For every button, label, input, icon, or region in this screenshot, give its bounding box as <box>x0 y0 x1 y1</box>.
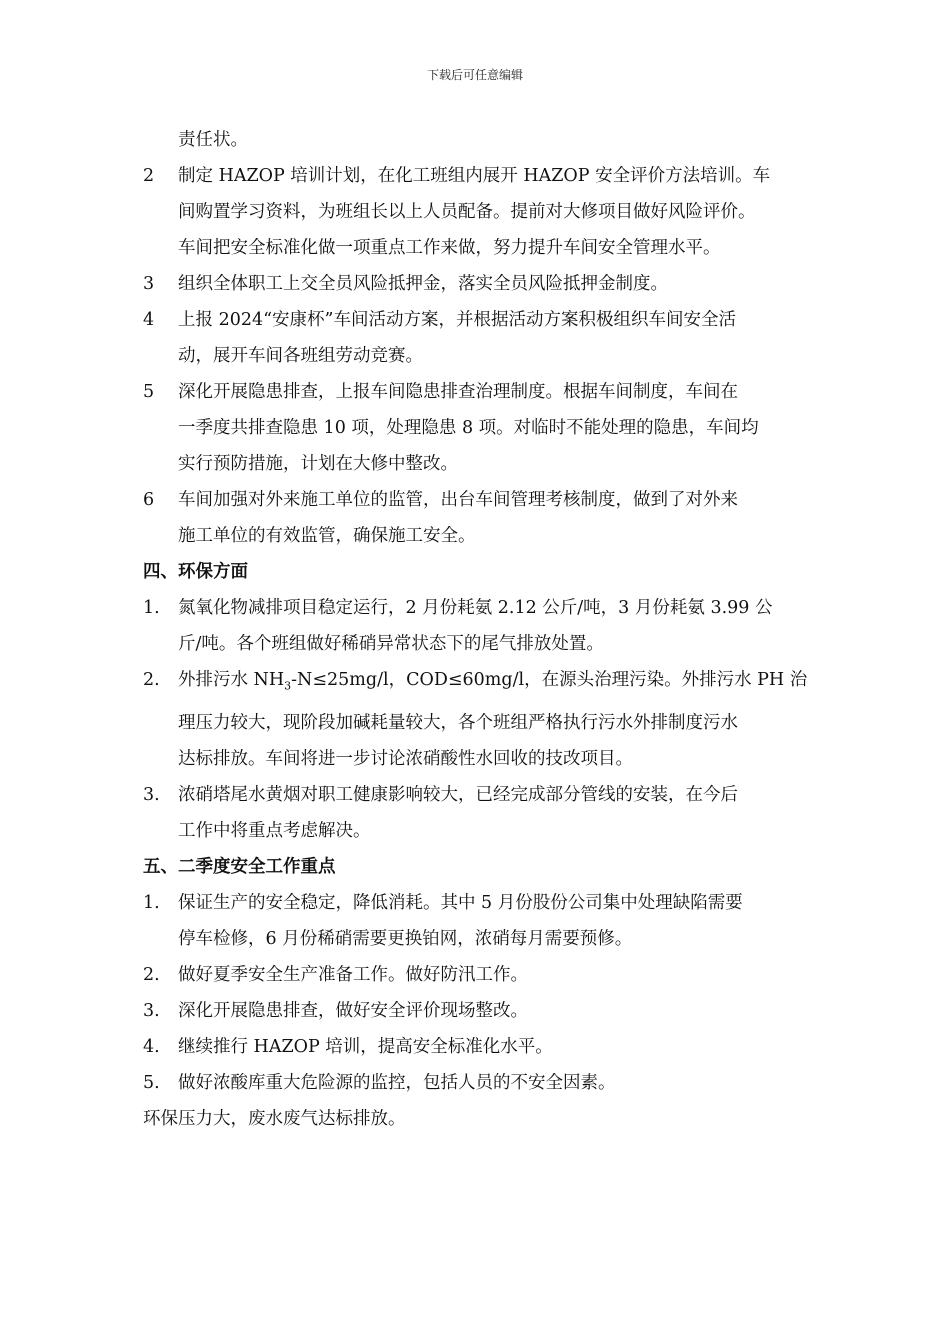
list-number: 6 <box>143 490 155 510</box>
list-item-6: 6 车间加强对外来施工单位的监管，出台车间管理考核制度，做到了对外来 <box>143 482 815 518</box>
priority-item-4: 4. 继续推行 HAZOP 培训，提高安全标准化水平。 <box>143 1029 815 1065</box>
env-item-3: 3. 浓硝塔尾水黄烟对职工健康影响较大，已经完成部分管线的安装，在今后 <box>143 777 815 813</box>
section-heading-q2-priorities: 五、二季度安全工作重点 <box>143 856 336 877</box>
env-item-2-line-3: 达标排放。车间将进一步讨论浓硝酸性水回收的技改项目。 <box>178 748 633 769</box>
list-item-3: 3 组织全体职工上交全员风险抵押金，落实全员风险抵押金制度。 <box>143 266 815 302</box>
priority-item-5: 5. 做好浓酸库重大危险源的监控，包括人员的不安全因素。 <box>143 1065 815 1101</box>
list-number: 4. <box>143 1036 160 1057</box>
priority-item-1: 1. 保证生产的安全稳定，降低消耗。其中 5 月份股份公司集中处理缺陷需要 <box>143 885 815 921</box>
list-item-2: 2 制定 HAZOP 培训计划，在化工班组内展开 HAZOP 安全评价方法培训。车 <box>143 158 815 194</box>
list-item-4-line-2: 动，展开车间各班组劳动竞赛。 <box>178 346 423 366</box>
list-number: 2. <box>143 670 160 690</box>
list-item-4: 4 上报 2024“安康杯”车间活动方案，并根据活动方案积极组织车间安全活 <box>143 302 815 338</box>
list-item-5: 5 深化开展隐患排查，上报车间隐患排查治理制度。根据车间制度，车间在 <box>143 374 815 410</box>
env-item-1: 1. 氮氧化物减排项目稳定运行，2 月份耗氨 2.12 公斤/吨，3 月份耗氨 3.99 公 <box>143 590 815 626</box>
header-note: 下载后可任意编辑 <box>426 68 523 82</box>
closing-paragraph: 环保压力大，废水废气达标排放。 <box>143 1108 406 1129</box>
list-number: 5 <box>143 382 155 402</box>
list-number: 5. <box>143 1072 160 1093</box>
list-number: 3. <box>143 1000 160 1021</box>
list-item-5-line-2: 一季度共排查隐患 10 项，处理隐患 8 项。对临时不能处理的隐患，车间均 <box>178 418 759 438</box>
priority-item-2: 2. 做好夏季安全生产准备工作。做好防汛工作。 <box>143 957 815 993</box>
list-item-2-line-2: 间购置学习资料，为班组长以上人员配备。提前对大修项目做好风险评价。 <box>178 202 756 222</box>
env-item-1-line-2: 斤/吨。各个班组做好稀硝异常状态下的尾气排放处置。 <box>178 634 604 654</box>
list-number: 2 <box>143 166 155 186</box>
list-number: 3 <box>143 274 155 294</box>
section-heading-environmental: 四、环保方面 <box>143 562 248 582</box>
list-number: 1. <box>143 892 160 913</box>
list-item-5-line-3: 实行预防措施，计划在大修中整改。 <box>178 454 458 474</box>
list-number: 1. <box>143 598 160 618</box>
paragraph-continuation: 责任状。 <box>178 130 248 150</box>
env-item-2-line-2: 理压力较大，现阶段加碱耗量较大，各个班组严格执行污水外排制度污水 <box>178 712 738 733</box>
env-item-2: 2. 外排污水 $NH_3-N\le 25mg/l$，COD≤60mg/l，在源头治理污染。外排污水 PH 治 <box>143 662 815 705</box>
list-item-2-line-3: 车间把安全标准化做一项重点工作来做，努力提升车间安全管理水平。 <box>178 238 721 258</box>
priority-item-3: 3. 深化开展隐患排查，做好安全评价现场整改。 <box>143 993 815 1029</box>
env-item-3-line-2: 工作中将重点考虑解决。 <box>178 820 371 841</box>
priority-item-1-line-2: 停车检修，6 月份稀硝需要更换铂网，浓硝每月需要预修。 <box>178 928 633 949</box>
list-number: 3. <box>143 784 160 805</box>
document-body <box>143 122 815 1137</box>
list-number: 2. <box>143 964 160 985</box>
list-number: 4 <box>143 310 155 330</box>
list-item-6-line-2: 施工单位的有效监管，确保施工安全。 <box>178 526 476 546</box>
